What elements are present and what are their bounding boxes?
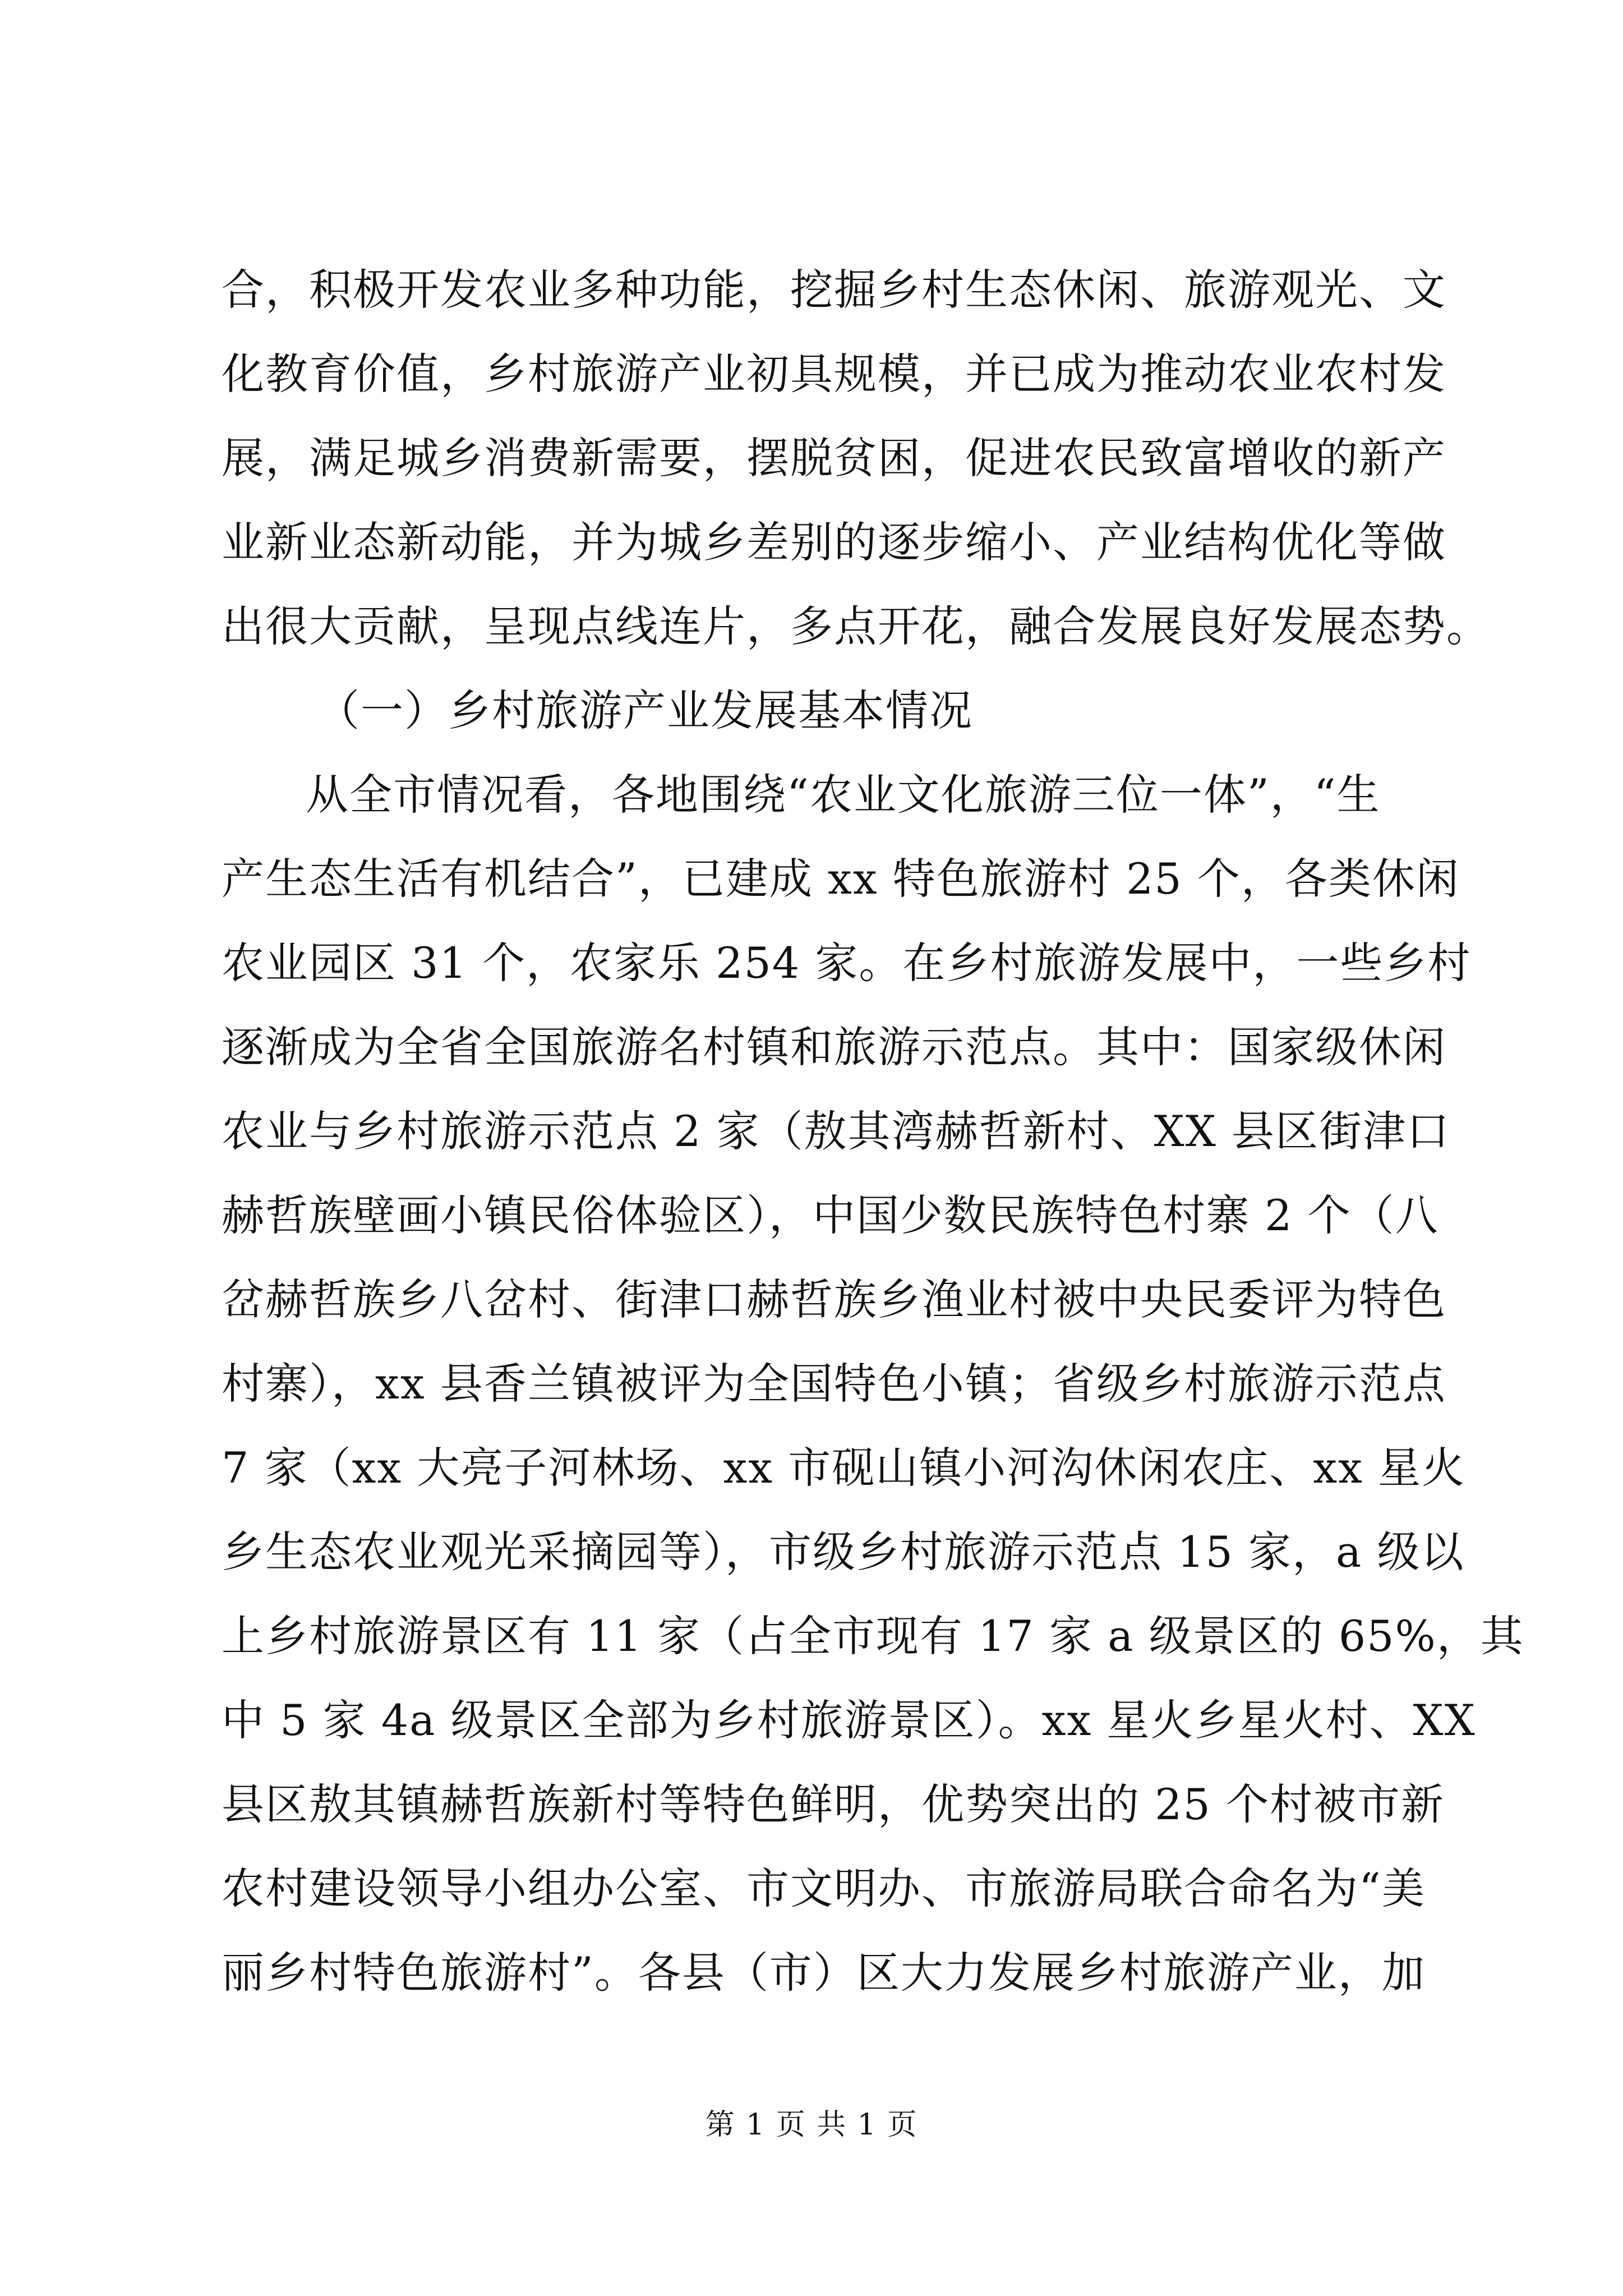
text-line: 出很大贡献，呈现点线连片，多点开花，融合发展良好发展态势。	[222, 601, 1490, 651]
text-line: 农业园区 31 个，农家乐 254 家。在乡村旅游发展中，一些乡村	[222, 938, 1472, 988]
text-line: 展，满足城乡消费新需要，摆脱贫困，促进农民致富增收的新产	[222, 433, 1446, 483]
text-line: 农业与乡村旅游示范点 2 家（敖其湾赫哲新村、XX 县区街津口	[222, 1106, 1451, 1156]
text-line: 乡生态农业观光采摘园等），市级乡村旅游示范点 15 家，a 级以	[222, 1527, 1465, 1577]
text-line: 产生态生活有机结合”，已建成 xx 特色旅游村 25 个，各类休闲	[222, 854, 1460, 904]
section-heading: （一）乡村旅游产业发展基本情况	[317, 685, 973, 735]
text-line: 化教育价值，乡村旅游产业初具规模，并已成为推动农业农村发	[222, 349, 1446, 399]
text-line: 逐渐成为全省全国旅游名村镇和旅游示范点。其中：国家级休闲	[222, 1022, 1446, 1072]
text-line: 业新业态新动能，并为城乡差别的逐步缩小、产业结构优化等做	[222, 517, 1446, 567]
document-body	[222, 248, 1524, 2015]
text-line: 合，积极开发农业多种功能，挖掘乡村生态休闲、旅游观光、文	[222, 265, 1446, 315]
text-line: 7 家（xx 大亮子河林场、xx 市砚山镇小河沟休闲农庄、xx 星火	[222, 1443, 1466, 1493]
text-line: 中 5 家 4a 级景区全部为乡村旅游景区）。xx 星火乡星火村、XX	[222, 1695, 1476, 1745]
text-line: 岔赫哲族乡八岔村、街津口赫哲族乡渔业村被中央民委评为特色	[222, 1274, 1446, 1324]
text-line: 县区敖其镇赫哲族新村等特色鲜明，优势突出的 25 个村被市新	[222, 1779, 1445, 1829]
text-line: 从全市情况看，各地围绕“农业文化旅游三位一体”，“生	[306, 770, 1381, 820]
text-line: 赫哲族壁画小镇民俗体验区），中国少数民族特色村寨 2 个（八	[222, 1190, 1439, 1240]
page-footer: 第 1 页 共 1 页	[705, 2108, 918, 2142]
text-line: 上乡村旅游景区有 11 家（占全市现有 17 家 a 级景区的 65%，其	[222, 1611, 1524, 1661]
text-line: 农村建设领导小组办公室、市文明办、市旅游局联合命名为“美	[222, 1864, 1426, 1913]
text-line: 丽乡村特色旅游村”。各县（市）区大力发展乡村旅游产业，加	[222, 1948, 1426, 1998]
text-line: 村寨），xx 县香兰镇被评为全国特色小镇；省级乡村旅游示范点	[222, 1359, 1446, 1409]
